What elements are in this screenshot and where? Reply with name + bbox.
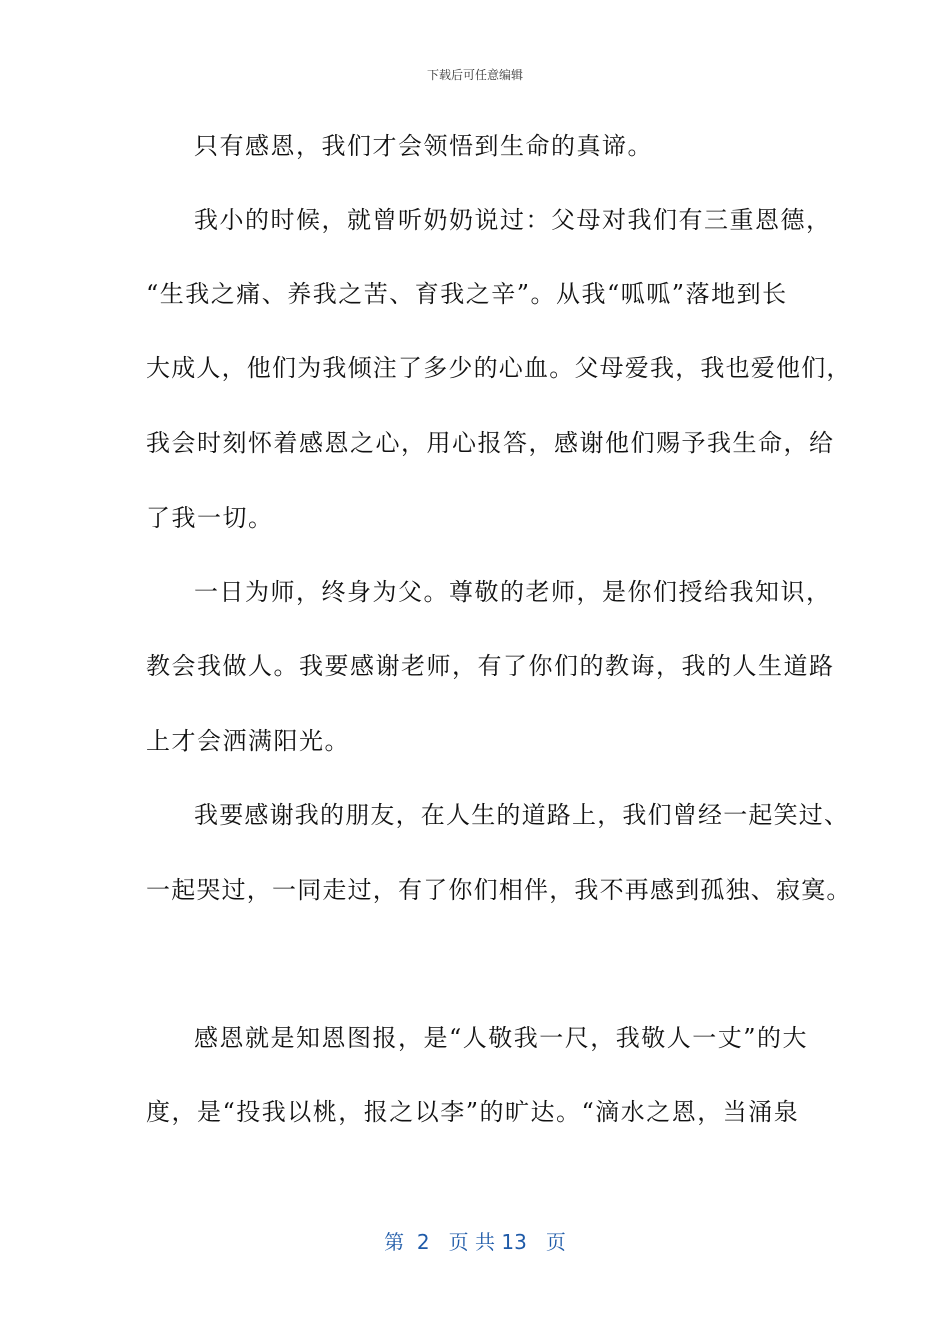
page-header: 下载后可任意编辑	[426, 68, 523, 82]
text-line: 只有感恩，我们才会领悟到生命的真谛。	[194, 132, 653, 160]
text-line: 一起哭过，一同走过，有了你们相伴，我不再感到孤独、寂寞。	[146, 876, 852, 904]
text-line: “生我之痛、养我之苦、育我之辛”。从我“呱呱”落地到长	[146, 280, 788, 308]
text-line: 了我一切。	[146, 504, 274, 532]
text-line: 我会时刻怀着感恩之心，用心报答，感谢他们赐予我生命，给	[146, 429, 835, 457]
text-line: 上才会洒满阳光。	[146, 727, 350, 755]
text-line: 我小的时候，就曾听奶奶说过：父母对我们有三重恩德，	[194, 206, 832, 234]
text-line: 我要感谢我的朋友，在人生的道路上，我们曾经一起笑过、	[194, 801, 850, 829]
text-line: 教会我做人。我要感谢老师，有了你们的教诲，我的人生道路	[146, 652, 835, 680]
text-line: 大成人，他们为我倾注了多少的心血。父母爱我，我也爱他们，	[146, 354, 852, 382]
text-line: 度，是“投我以桃，报之以李”的旷达。“滴水之恩，当涌泉	[146, 1098, 800, 1126]
page-number-footer: 第 2 页 共 13 页	[384, 1230, 566, 1254]
text-line: 感恩就是知恩图报，是“人敬我一尺，我敬人一丈”的大	[194, 1024, 809, 1052]
text-line: 一日为师，终身为父。尊敬的老师，是你们授给我知识，	[194, 578, 832, 606]
